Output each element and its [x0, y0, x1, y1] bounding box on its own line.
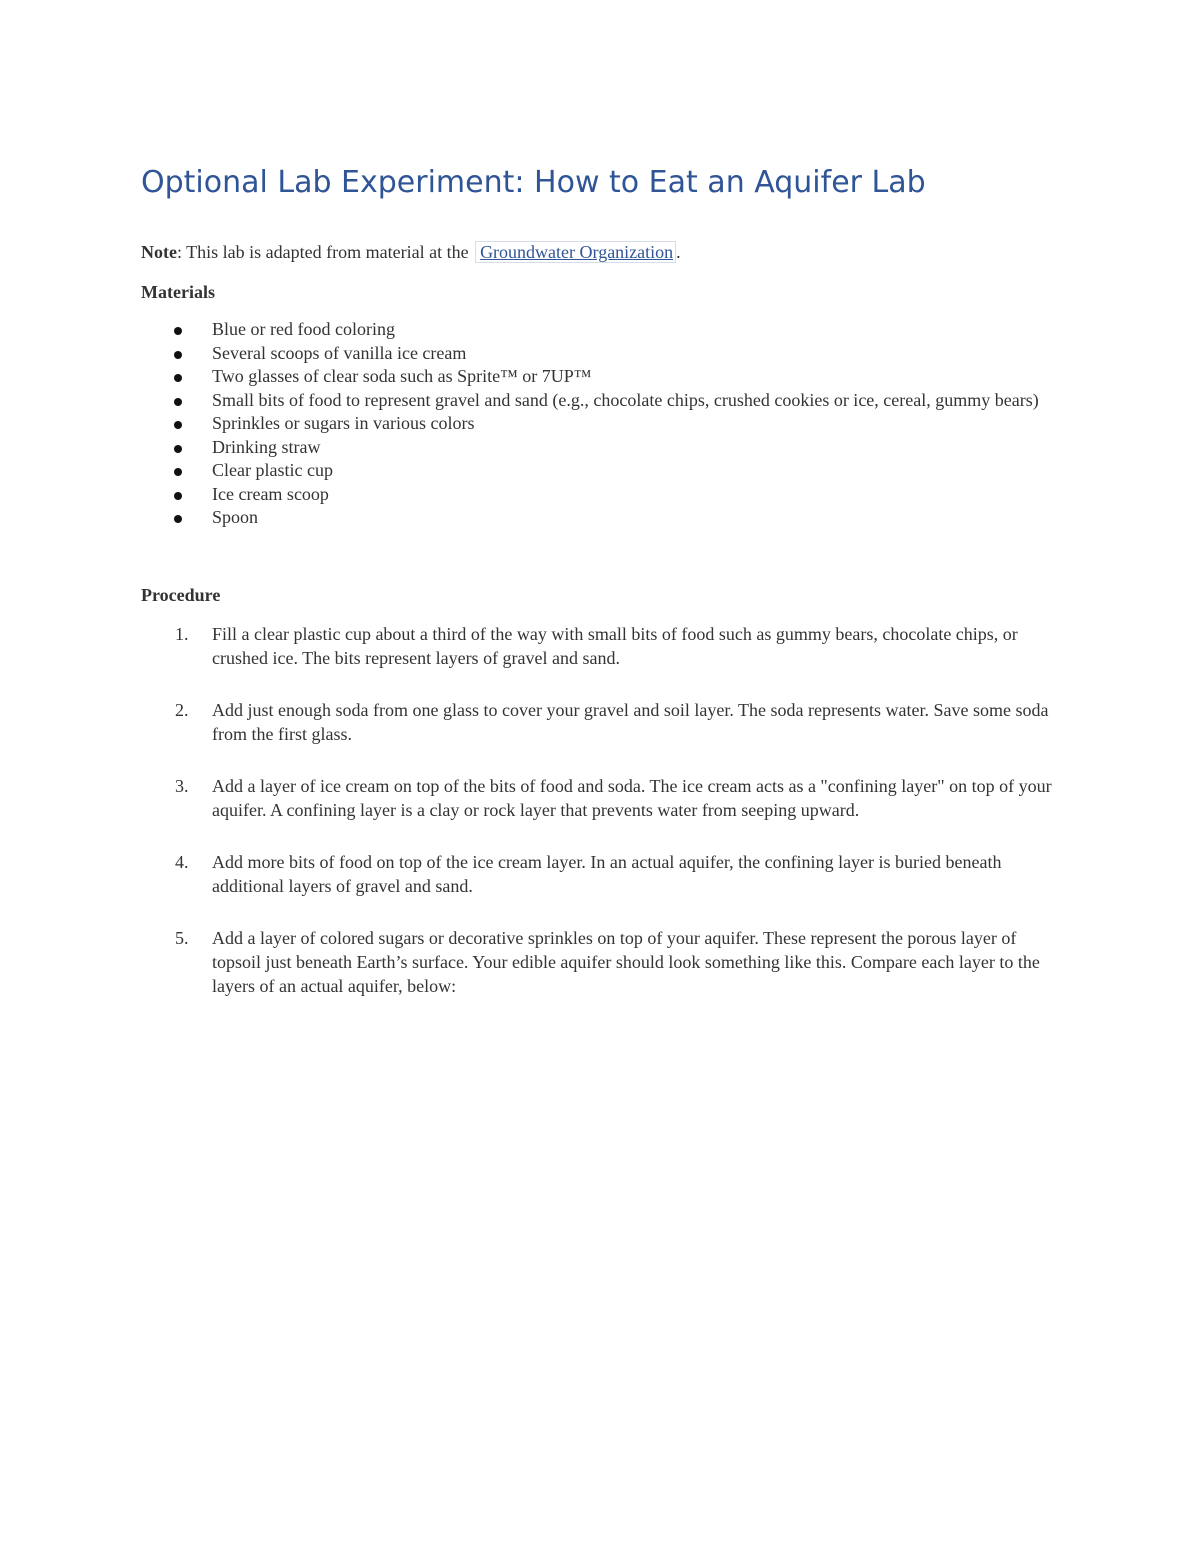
procedure-step [141, 774, 1061, 822]
list-item [141, 506, 1041, 530]
note-end: . [676, 242, 681, 262]
list-item [141, 365, 1041, 389]
bullet-icon [174, 492, 182, 500]
step-text: Add more bits of food on top of the ice cream layer. In an actual aquifer, the confining layer is buried beneath additional layers of gravel and sand. [212, 852, 1002, 896]
step-number: 5. [175, 928, 189, 948]
material-text: Clear plastic cup [212, 460, 333, 480]
step-number: 3. [175, 776, 189, 796]
procedure-list [141, 622, 1061, 1026]
procedure-step [141, 850, 1061, 898]
list-item [141, 389, 1041, 413]
step-text: Add just enough soda from one glass to cover your gravel and soil layer. The soda represents water. Save some soda from the first glass. [212, 700, 1049, 744]
step-number: 1. [175, 624, 189, 644]
note-text: : This lab is adapted from material at the [176, 242, 474, 262]
material-text: Small bits of food to represent gravel and sand (e.g., chocolate chips, crushed cookies or ice, cereal, gummy bears) [212, 389, 1039, 410]
note-label: Note [141, 242, 177, 262]
bullet-icon [174, 351, 182, 359]
step-text: Add a layer of colored sugars or decorative sprinkles on top of your aquifer. These represent the porous layer of topsoil just beneath Earth’s surface. Your edible aquifer should look something like this. Compare each layer to the layers of an actual aquifer, below: [212, 928, 1040, 996]
material-text: Spoon [212, 507, 259, 527]
list-item [141, 436, 1041, 460]
groundwater-organization-link[interactable]: Groundwater Organization [475, 241, 676, 263]
bullet-icon [174, 421, 182, 429]
material-text: Two glasses of clear soda such as Sprite™ or 7UP™ [212, 366, 592, 386]
bullet-icon [174, 515, 182, 523]
material-text: Blue or red food coloring [212, 319, 395, 339]
bullet-icon [174, 468, 182, 476]
procedure-step [141, 926, 1061, 998]
list-item [141, 483, 1041, 507]
bullet-icon [174, 445, 182, 453]
step-number: 2. [175, 700, 189, 720]
material-text: Several scoops of vanilla ice cream [212, 342, 467, 363]
material-text: Sprinkles or sugars in various colors [212, 413, 475, 433]
bullet-icon [174, 398, 182, 406]
list-item [141, 459, 1041, 483]
procedure-heading: Procedure [141, 585, 221, 605]
procedure-step [141, 622, 1061, 670]
bullet-icon [174, 327, 182, 335]
step-number: 4. [175, 852, 189, 872]
materials-heading: Materials [141, 282, 215, 302]
step-text: Add a layer of ice cream on top of the bits of food and soda. The ice cream acts as a "confining layer" on top of your aquifer. A confining layer is a clay or rock layer that prevents water from seeping upward. [212, 776, 1052, 820]
list-item [141, 318, 1041, 342]
materials-list [141, 318, 1041, 530]
bullet-icon [174, 374, 182, 382]
list-item [141, 412, 1041, 436]
material-text: Ice cream scoop [212, 483, 329, 504]
source-note [141, 240, 681, 264]
page-title: Optional Lab Experiment: How to Eat an Aquifer Lab [141, 165, 926, 200]
step-text: Fill a clear plastic cup about a third of the way with small bits of food such as gummy bears, chocolate chips, or crushed ice. The bits represent layers of gravel and sand. [212, 624, 1018, 668]
material-text: Drinking straw [212, 436, 321, 457]
procedure-step [141, 698, 1061, 746]
list-item [141, 342, 1041, 366]
